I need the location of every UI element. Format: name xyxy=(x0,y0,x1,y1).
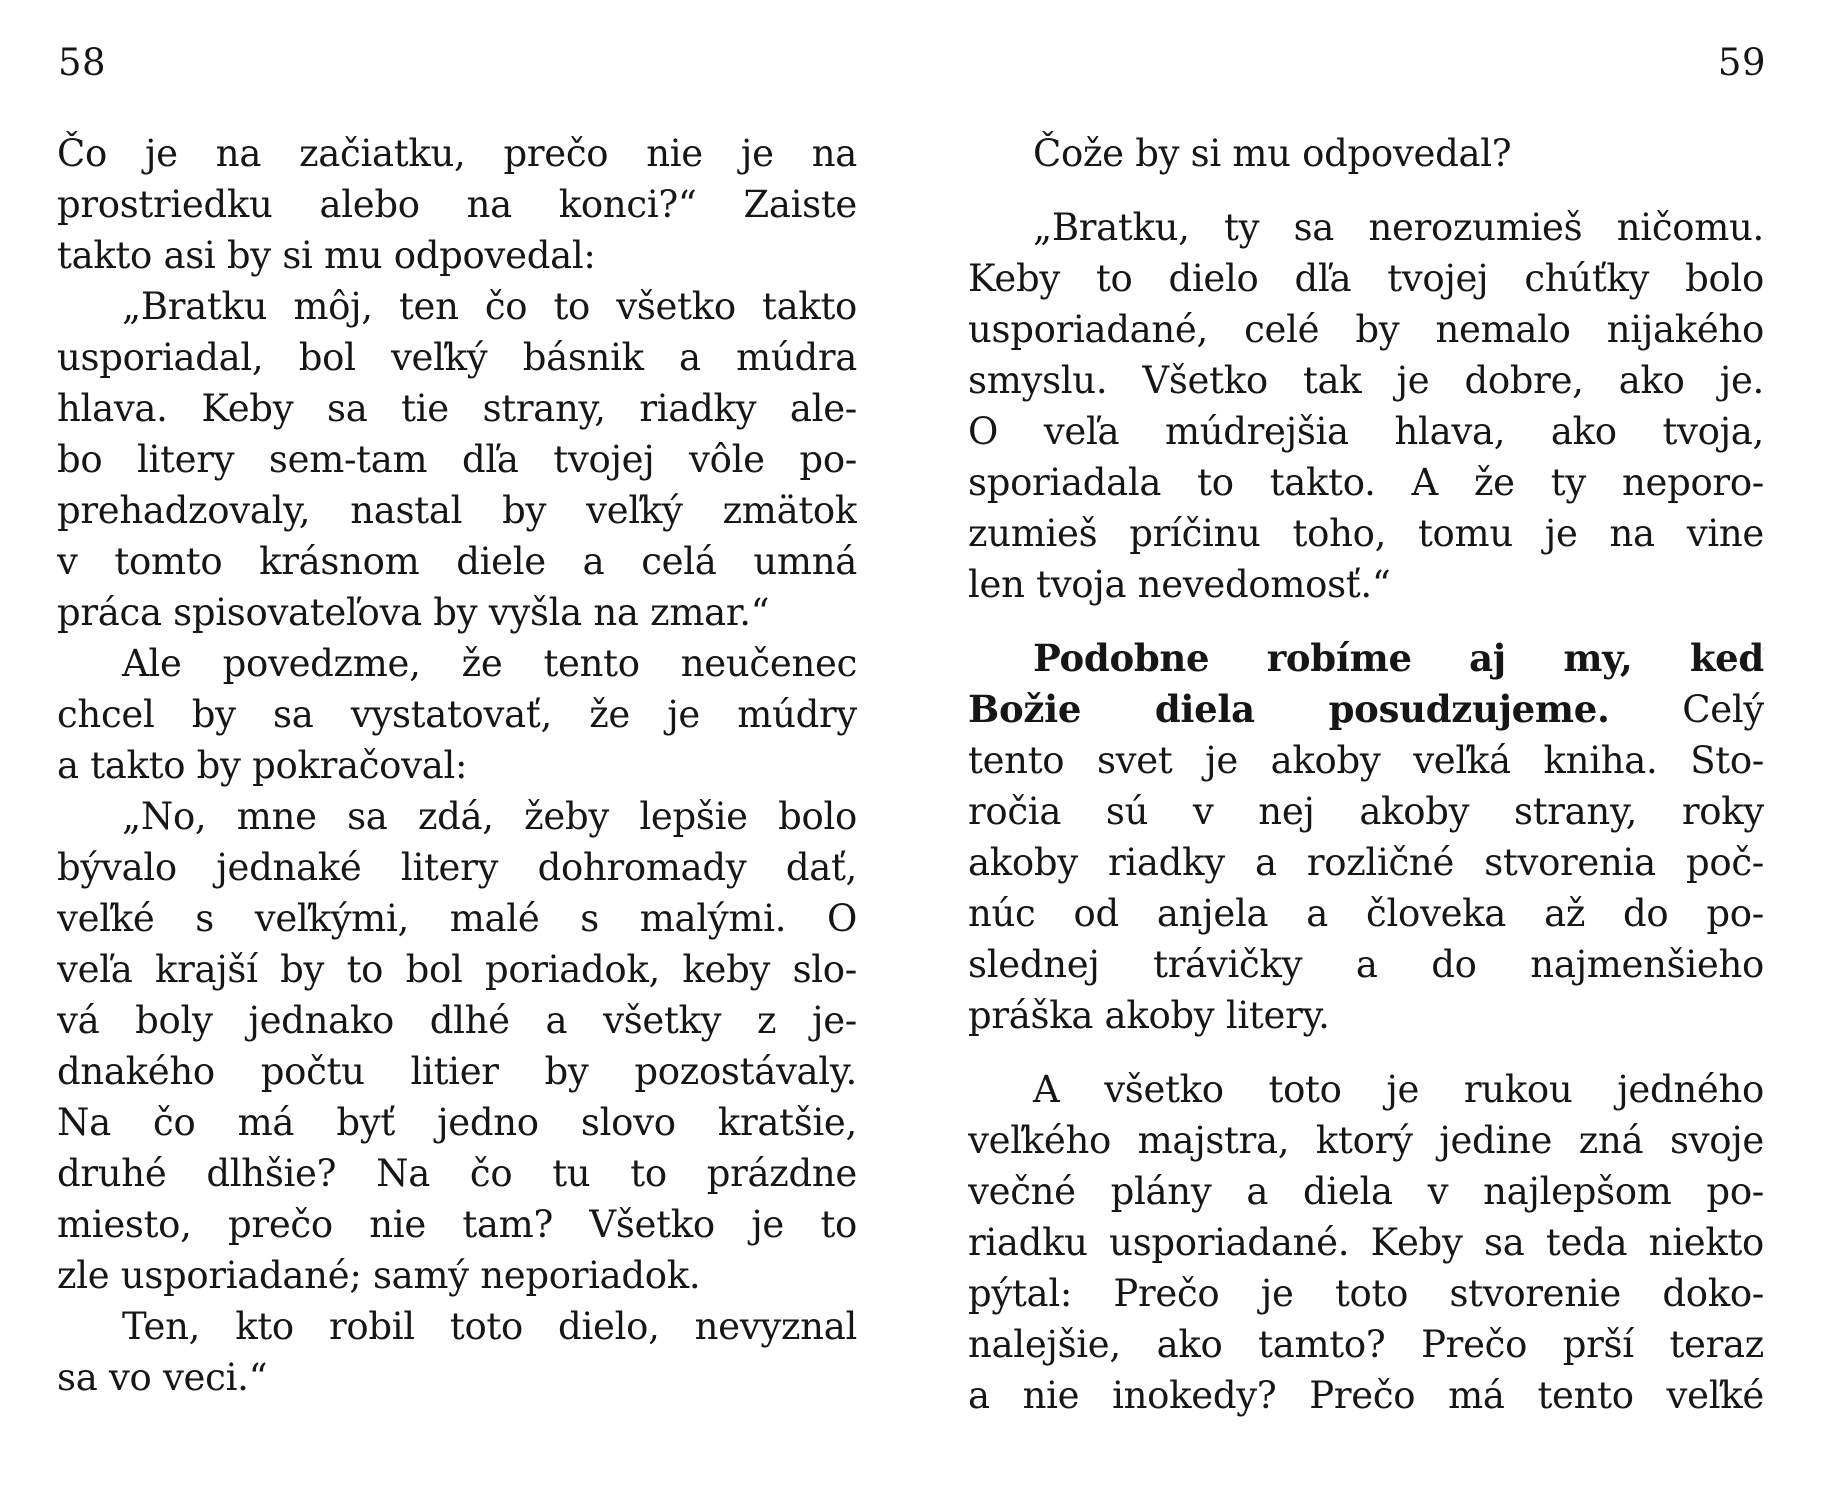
text-line: „No, mne sa zdá, žeby lepšie bolo xyxy=(122,795,857,838)
text-line: večné plány a diela v najlepšom po- xyxy=(968,1170,1764,1213)
text-line: druhé dlhšie? Na čo tu to prázdne xyxy=(57,1152,857,1195)
text-line: Čo je na začiatku, prečo nie je na xyxy=(57,132,857,175)
paragraph xyxy=(968,202,1764,610)
text-line: veľké s veľkými, malé s malými. O xyxy=(57,897,857,940)
text-line: miesto, prečo nie tam? Všetko je to xyxy=(57,1203,857,1246)
text-line: len tvoja nevedomosť.“ xyxy=(968,563,1391,606)
text-line: Na čo má byť jedno slovo kratšie, xyxy=(57,1101,857,1144)
text-line: takto asi by si mu odpovedal: xyxy=(57,234,596,277)
text-line: práška akoby litery. xyxy=(968,994,1330,1037)
paragraph xyxy=(57,638,857,791)
text-line: riadku usporiadané. Keby sa teda niekto xyxy=(968,1221,1764,1264)
text-line: pýtal: Prečo je toto stvorenie doko- xyxy=(968,1272,1764,1315)
text-line: akoby riadky a rozličné stvorenia poč- xyxy=(968,841,1764,884)
paragraph xyxy=(57,1301,857,1403)
text-line: Božie diela posudzujeme. Celý xyxy=(968,687,1764,731)
text-line: zumieš príčinu toho, tomu je na vine xyxy=(968,512,1764,555)
left_page-text xyxy=(57,128,857,1403)
text-line: a takto by pokračoval: xyxy=(57,744,468,787)
paragraph xyxy=(968,633,1764,1041)
text-line: v tomto krásnom diele a celá umná xyxy=(57,540,857,583)
text-line: vá boly jednako dlhé a všetky z je- xyxy=(57,999,857,1042)
text-line: bo litery sem-tam dľa tvojej vôle po- xyxy=(57,438,857,481)
text-line: sa vo veci.“ xyxy=(57,1356,268,1399)
text-line: tento svet je akoby veľká kniha. Sto- xyxy=(968,739,1764,782)
text-line: dnakého počtu litier by pozostávaly. xyxy=(57,1050,857,1093)
text-line: O veľa múdrejšia hlava, ako tvoja, xyxy=(968,410,1764,453)
paragraph xyxy=(968,1064,1764,1421)
text-line: ročia sú v nej akoby strany, roky xyxy=(968,790,1764,833)
text-line: chcel by sa vystatovať, že je múdry xyxy=(57,693,857,736)
text-line: Keby to dielo dľa tvojej chúťky bolo xyxy=(968,257,1764,300)
text-line: slednej trávičky a do najmenšieho xyxy=(968,943,1764,986)
text-line: Ale povedzme, že tento neučenec xyxy=(122,642,857,685)
text-line: práca spisovateľova by vyšla na zmar.“ xyxy=(57,591,770,634)
right_page-text xyxy=(968,128,1764,1421)
text-line: Čože by si mu odpovedal? xyxy=(1033,132,1512,175)
paragraph xyxy=(968,128,1764,179)
text-line: A všetko toto je rukou jedného xyxy=(1033,1068,1764,1111)
paragraph xyxy=(57,128,857,281)
text-line: „Bratku môj, ten čo to všetko takto xyxy=(122,285,857,328)
text-line: veľa krajší by to bol poriadok, keby slo- xyxy=(57,948,857,991)
text-line: prehadzovaly, nastal by veľký zmätok xyxy=(57,489,857,532)
text-line: Ten, kto robil toto dielo, nevyznal xyxy=(122,1305,857,1348)
left-page-number: 58 xyxy=(58,41,107,84)
paragraph xyxy=(57,791,857,1301)
text-line: smyslu. Všetko tak je dobre, ako je. xyxy=(968,359,1764,402)
text-line: usporiadal, bol veľký básnik a múdra xyxy=(57,336,857,379)
text-line: sporiadala to takto. A že ty neporo- xyxy=(968,461,1764,504)
right-page-number: 59 xyxy=(1717,41,1766,84)
text-line: nalejšie, ako tamto? Prečo prší teraz xyxy=(968,1323,1764,1366)
text-line: núc od anjela a človeka až do po- xyxy=(968,892,1764,935)
text-line: usporiadané, celé by nemalo nijakého xyxy=(968,308,1764,351)
paragraph xyxy=(57,281,857,638)
text-line: prostriedku alebo na konci?“ Zaiste xyxy=(57,183,857,226)
text-line: bývalo jednaké litery dohromady dať, xyxy=(57,846,857,889)
text-line: a nie inokedy? Prečo má tento veľké xyxy=(968,1374,1764,1417)
text-line: veľkého majstra, ktorý jedine zná svoje xyxy=(968,1119,1764,1162)
text-line: zle usporiadané; samý neporiadok. xyxy=(57,1254,701,1297)
text-line: „Bratku, ty sa nerozumieš ničomu. xyxy=(1033,206,1764,249)
text-line: hlava. Keby sa tie strany, riadky ale- xyxy=(57,387,857,430)
text-line: Podobne robíme aj my, keď xyxy=(1033,636,1764,680)
